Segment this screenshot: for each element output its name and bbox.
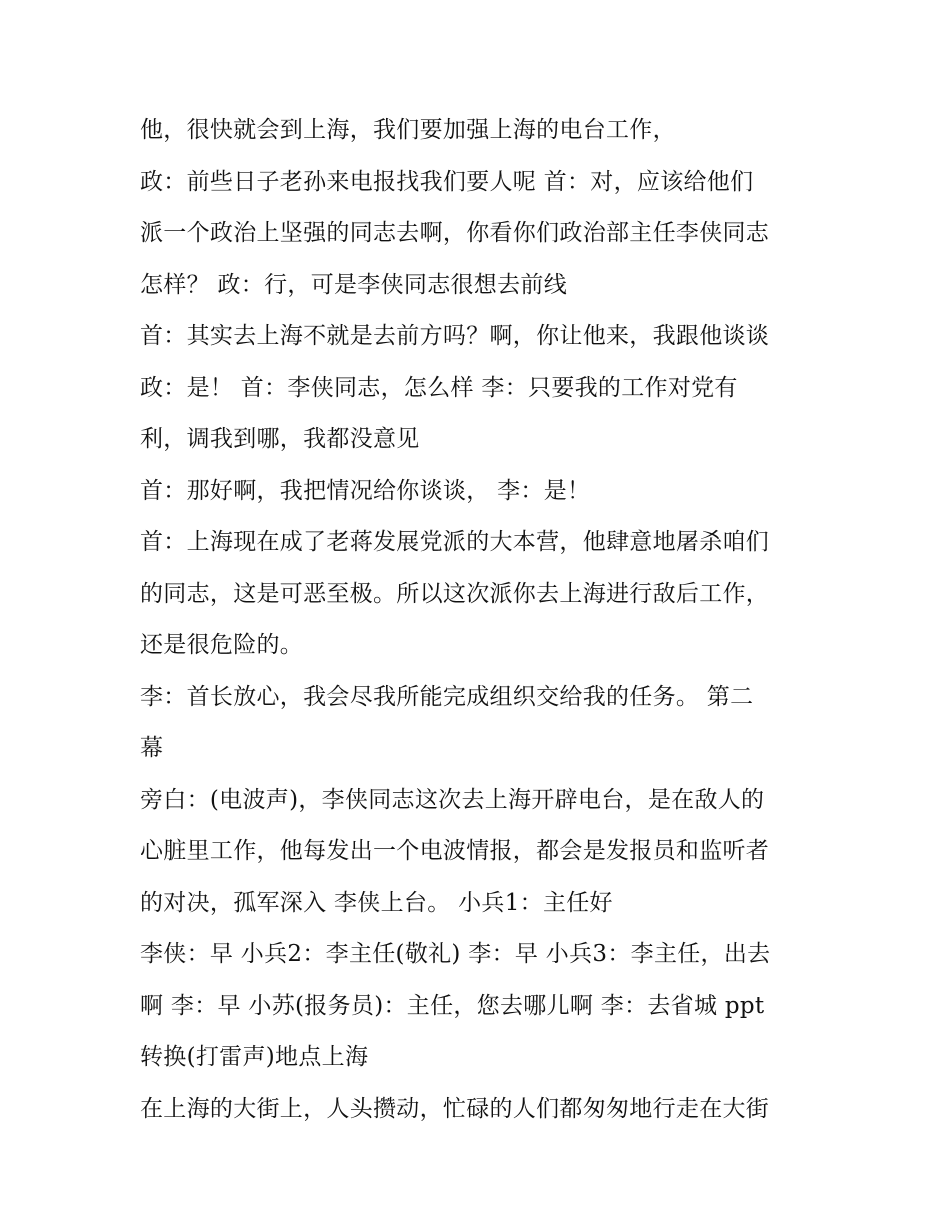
document-body — [140, 108, 830, 1138]
text-line: 首：其实去上海不就是去前方吗？啊，你让他来，我跟他谈谈 — [140, 323, 770, 349]
text-line: 利，调我到哪，我都没意见 — [140, 426, 420, 452]
text-line: 政：前些日子老孙来电报找我们要人呢 首：对，应该给他们 — [140, 168, 754, 195]
text-line: 还是很危险的。 — [140, 632, 304, 658]
text-line: 啊 李：早 小苏(报务员)：主任，您去哪儿啊 李：去省城 ppt — [140, 992, 765, 1019]
text-line: 怎样？ 政：行，可是李侠同志很想去前线 — [140, 271, 568, 298]
text-line: 他，很快就会到上海，我们要加强上海的电台工作， — [140, 117, 676, 143]
text-line: 的对决，孤军深入 李侠上台。 小兵1：主任好 — [140, 889, 613, 916]
text-line: 首：上海现在成了老蒋发展党派的大本营，他肆意地屠杀咱们 — [140, 529, 770, 555]
text-line: 旁白：(电波声)，李侠同志这次去上海开辟电台，是在敌人的 — [140, 786, 765, 813]
text-line: 派一个政治上坚强的同志去啊，你看你们政治部主任李侠同志 — [140, 220, 770, 246]
text-line: 幕 — [140, 735, 164, 761]
text-line: 在上海的大街上，人头攒动，忙碌的人们都匆匆地行走在大街 — [140, 1095, 770, 1122]
text-line: 转换(打雷声)地点上海 — [140, 1044, 369, 1070]
text-line: 首：那好啊，我把情况给你谈谈， 李：是！ — [140, 477, 591, 504]
text-line: 心脏里工作，他每发出一个电波情报，都会是发报员和监听者 — [140, 838, 770, 864]
text-line: 政：是！ 首：李侠同志，怎么样 李：只要我的工作对党有 — [140, 374, 738, 401]
text-line: 李侠：早 小兵2：李主任(敬礼) 李：早 小兵3：李主任，出去 — [140, 941, 771, 967]
text-line: 的同志，这是可恶至极。所以这次派你去上海进行敌后工作， — [140, 580, 770, 607]
text-line: 李：首长放心，我会尽我所能完成组织交给我的任务。 第二 — [140, 683, 754, 710]
